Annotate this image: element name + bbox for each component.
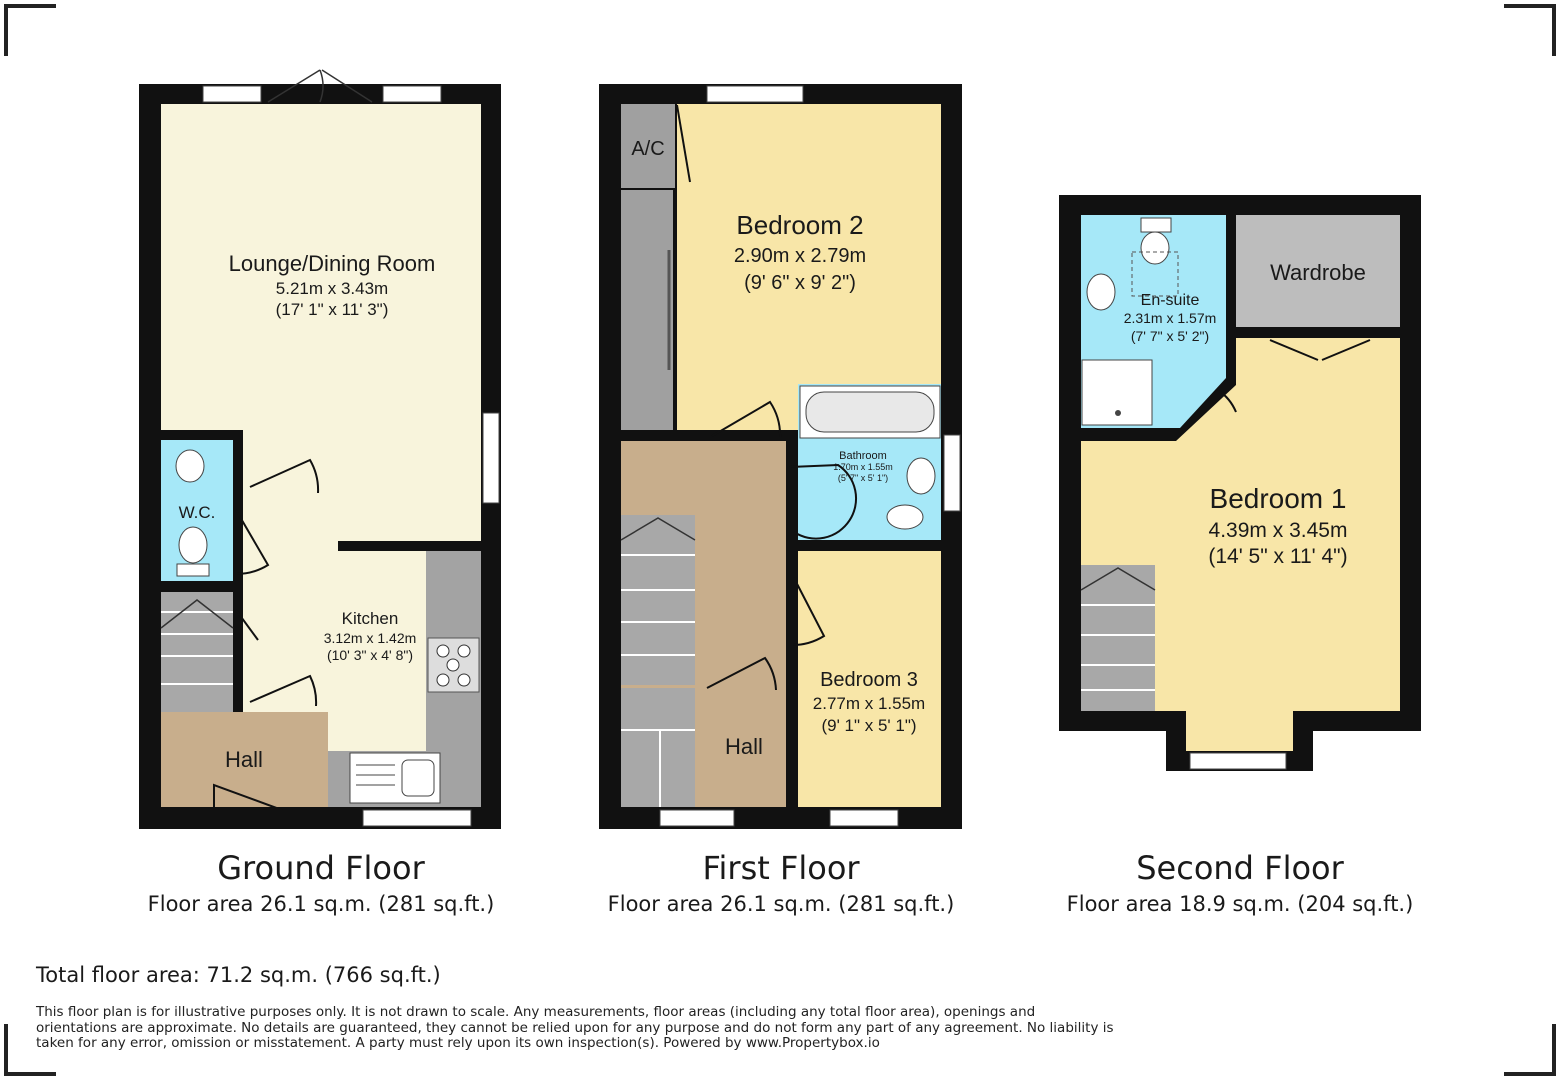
kitchen-imperial: (10' 3" x 4' 8")	[326, 647, 414, 663]
wardrobe-name: Wardrobe	[1270, 260, 1366, 285]
lounge-metric: 5.21m x 3.43m	[275, 279, 389, 298]
first-stairs-top	[621, 515, 695, 685]
wc-name: W.C.	[178, 503, 216, 522]
bathroom-name: Bathroom	[839, 450, 887, 462]
wardrobe-first	[621, 190, 673, 430]
bedroom3-name: Bedroom 3	[820, 669, 918, 691]
ensuite-imperial: (7' 7" x 5' 2")	[1130, 328, 1210, 344]
ground-stairs	[161, 592, 233, 712]
first-floor-area: Floor area 26.1 sq.m. (281 sq.ft.)	[607, 892, 955, 916]
bedroom2-imperial: (9' 6" x 9' 2")	[744, 272, 856, 294]
ground-floor-area: Floor area 26.1 sq.m. (281 sq.ft.)	[147, 892, 495, 916]
hall-first-name: Hall	[725, 734, 763, 759]
second-floor-title: Second Floor	[1136, 849, 1344, 887]
ground-corridor	[243, 485, 338, 751]
bedroom1-name: Bedroom 1	[1209, 483, 1347, 514]
bathroom-metric: 1.70m x 1.55m	[833, 462, 893, 472]
bedroom2-name: Bedroom 2	[736, 210, 864, 240]
bedroom2-metric: 2.90m x 2.79m	[733, 245, 867, 267]
ensuite-metric: 2.31m x 1.57m	[1123, 310, 1217, 326]
bathroom-imperial: (5' 7" x 5' 1")	[837, 473, 889, 483]
bedroom1-imperial: (14' 5" x 11' 4")	[1208, 545, 1348, 568]
lounge-imperial: (17' 1" x 11' 3")	[275, 300, 389, 319]
ground-floor-plan	[139, 70, 501, 829]
bedroom1-metric: 4.39m x 3.45m	[1208, 519, 1348, 542]
first-stairs-bottom	[621, 688, 695, 807]
kitchen-metric: 3.12m x 1.42m	[323, 630, 417, 646]
disclaimer-text: This floor plan is for illustrative purposes only. It is not drawn to scale. Any measurements, floor areas (including any total floor area), openings and orientations are approximate. No details are guaranteed, they cannot be relied upon for any purpose and do not form any part of any agreement. No liability is taken for any error, omission or misstatement. A party must rely upon its own inspection(s). Powered by www.Propertybox.io	[36, 1004, 1114, 1051]
lounge-name: Lounge/Dining Room	[228, 251, 436, 276]
bedroom3-imperial: (9' 1" x 5' 1")	[821, 716, 917, 735]
first-floor-title: First Floor	[702, 849, 860, 887]
bedroom3-metric: 2.77m x 1.55m	[812, 694, 926, 713]
total-floor-area: Total floor area: 71.2 sq.m. (766 sq.ft.)	[36, 963, 441, 987]
hall-ground-name: Hall	[225, 747, 263, 772]
ground-floor-title: Ground Floor	[217, 849, 425, 887]
ac-name: A/C	[631, 138, 665, 160]
kitchen-name: Kitchen	[341, 609, 399, 628]
ensuite-name: En-suite	[1140, 292, 1200, 309]
second-floor-area: Floor area 18.9 sq.m. (204 sq.ft.)	[1066, 892, 1414, 916]
